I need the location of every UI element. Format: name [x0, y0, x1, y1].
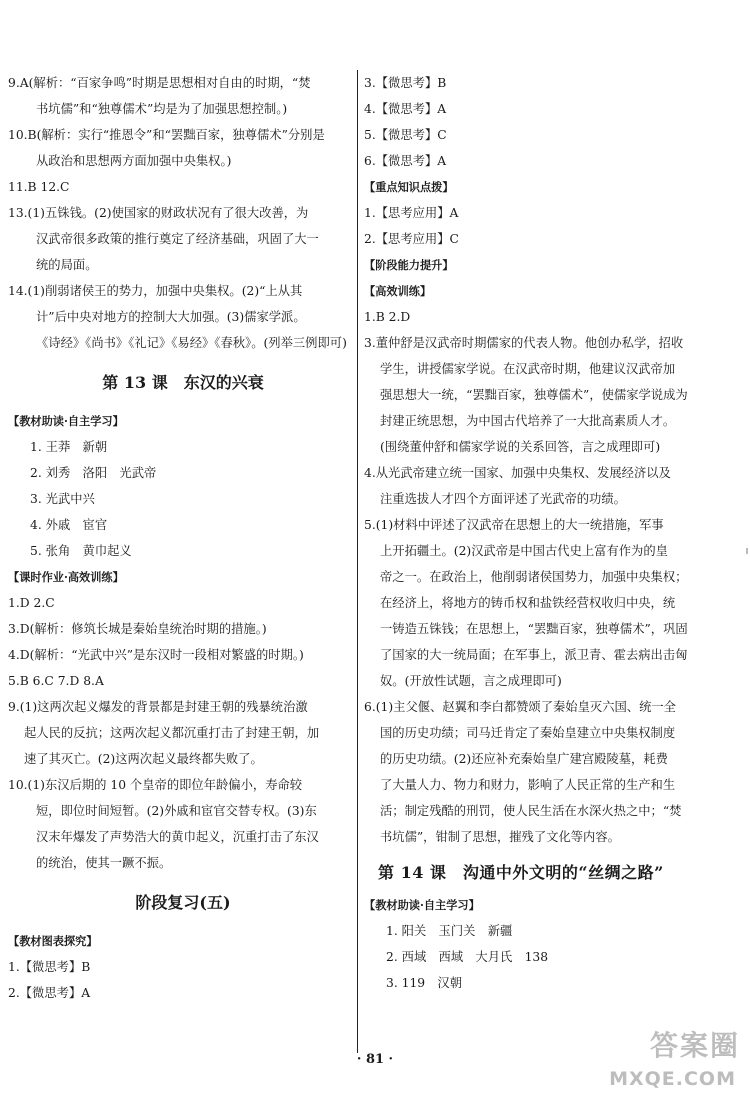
section-tag-key-points: 【重点知识点拨】 — [364, 180, 454, 194]
answer-13 — [8, 200, 358, 278]
list-item: 6.【微思考】A — [364, 154, 447, 168]
left-column — [8, 70, 358, 1006]
efficient-6 — [364, 694, 742, 850]
list-item: 3. 光武中兴 — [30, 492, 95, 506]
homework-4: 4.D(解析：“光武中兴”是东汉时一段相对繁盛的时期。) — [8, 648, 304, 662]
list-item: 5.【微思考】C — [364, 128, 447, 142]
page-number: · 81 · — [356, 1052, 394, 1067]
section-tag-chart: 【教材图表探究】 — [8, 934, 98, 948]
text-line: 的历史功绩。(2)还应补充秦始皇广建宫殿陵墓，耗费 — [380, 752, 668, 766]
apply-answer-2: 2.【思考应用】C — [364, 232, 459, 246]
section-tag-efficient: 【高效训练】 — [364, 284, 432, 298]
list-item: 1. 阳关 玉门关 新疆 — [386, 924, 513, 938]
text-line: 10.(1)东汉后期的 10 个皇帝的即位年龄偏小，寿命较 — [8, 778, 303, 792]
reading-list — [8, 434, 358, 564]
apply-answer-1: 1.【思考应用】A — [364, 206, 459, 220]
list-item: 2. 刘秀 洛阳 光武帝 — [30, 466, 157, 480]
text-line: 活；制定残酷的刑罚，使人民生活在水深火热之中；“焚 — [380, 804, 682, 818]
text-line: 10.B(解析：实行“推恩令”和“罢黜百家，独尊儒术”分别是 — [8, 128, 325, 142]
text-line: 强思想大一统，“罢黜百家，独尊儒术”，使儒家学说成为 — [380, 388, 688, 402]
watermark-text-top: 答案圈 — [649, 1029, 740, 1062]
lesson-14-title: 第 14 课 沟通中外文明的“丝绸之路” — [378, 863, 664, 882]
text-line: 奴。(开放性试题，言之成理即可) — [380, 674, 562, 688]
answer-10 — [8, 122, 358, 174]
watermark-text-bottom: MXQE.COM — [609, 1068, 736, 1090]
text-line: 《诗经》《尚书》《礼记》《易经》《春秋》。(列举三例即可) — [36, 336, 347, 350]
text-line: 的统治，使其一蹶不振。 — [36, 856, 172, 870]
text-line: 速了其灭亡。(2)这两次起义最终都失败了。 — [24, 752, 263, 766]
efficient-4 — [364, 460, 742, 512]
text-line: 国的历史功绩；司马迁肯定了秦始皇建立中央集权制度 — [380, 726, 676, 740]
list-item: 4. 外戚 宦官 — [30, 518, 108, 532]
scan-artifact — [746, 548, 748, 554]
homework-10 — [8, 772, 358, 876]
homework-1-2: 1.D 2.C — [8, 596, 55, 610]
text-line: 了国家的大一统局面；在军事上，派卫青、霍去病出击匈 — [380, 648, 688, 662]
text-line: 书坑儒”，钳制了思想，摧残了文化等内容。 — [380, 830, 620, 844]
list-item: 4.【微思考】A — [364, 102, 447, 116]
chart-answer-2: 2.【微思考】A — [8, 986, 91, 1000]
section-tag-reading-2: 【教材助读·自主学习】 — [364, 898, 480, 912]
text-line: 3.董仲舒是汉武帝时期儒家的代表人物。他创办私学，招收 — [364, 336, 684, 350]
text-line: 在经济上，将地方的铸币权和盐铁经营权收归中央，统 — [380, 596, 676, 610]
section-tag-homework: 【课时作业·高效训练】 — [8, 570, 124, 584]
text-line: 14.(1)削弱诸侯王的势力，加强中央集权。(2)“上从其 — [8, 284, 303, 298]
text-line: 6.(1)主父偃、赵翼和李白都赞颂了秦始皇灭六国、统一全 — [364, 700, 676, 714]
micro-think-list — [364, 70, 742, 174]
text-line: 封建正统思想，为中国古代培养了一大批高素质人才。 — [380, 414, 676, 428]
text-line: 9.(1)这两次起义爆发的背景都是封建王朝的残暴统治激 — [8, 700, 308, 714]
text-line: 汉末年爆发了声势浩大的黄巾起义，沉重打击了东汉 — [36, 830, 319, 844]
list-item: 5. 张角 黄巾起义 — [30, 544, 132, 558]
text-line: 起人民的反抗；这两次起义都沉重打击了封建王朝，加 — [24, 726, 320, 740]
text-line: 一铸造五铢钱；在思想上，“罢黜百家，独尊儒术”，巩固 — [380, 622, 688, 636]
section-tag-stage: 【阶段能力提升】 — [364, 258, 454, 272]
text-line: 5.(1)材料中评述了汉武帝在思想上的大一统措施，军事 — [364, 518, 664, 532]
text-line: 了大量人力、物力和财力，影响了人民正常的生产和生 — [380, 778, 676, 792]
text-line: 4.从光武帝建立统一国家、加强中央集权、发展经济以及 — [364, 466, 671, 480]
section-tag-reading: 【教材助读·自主学习】 — [8, 414, 124, 428]
efficient-5 — [364, 512, 742, 694]
answer-14 — [8, 278, 358, 356]
text-line: 书坑儒”和“独尊儒术”均是为了加强思想控制。) — [36, 102, 288, 116]
right-column — [364, 70, 742, 996]
list-item: 2. 西域 西域 大月氏 138 — [386, 950, 549, 964]
efficient-3 — [364, 330, 742, 460]
chart-answer-1: 1.【微思考】B — [8, 960, 91, 974]
lesson-13-title: 第 13 课 东汉的兴衰 — [102, 373, 264, 392]
text-line: 上开拓疆土。(2)汉武帝是中国古代史上富有作为的皇 — [380, 544, 668, 558]
answer-9 — [8, 70, 358, 122]
homework-3: 3.D(解析：修筑长城是秦始皇统治时期的措施。) — [8, 622, 267, 636]
list-item: 1. 王莽 新朝 — [30, 440, 108, 454]
text-line: (围绕董仲舒和儒家学说的关系回答，言之成理即可) — [380, 440, 661, 454]
text-line: 13.(1)五铢钱。(2)使国家的财政状况有了很大改善，为 — [8, 206, 309, 220]
homework-5-8: 5.B 6.C 7.D 8.A — [8, 674, 104, 688]
text-line: 学生，讲授儒家学说。在汉武帝时期，他建议汉武帝加 — [380, 362, 676, 376]
text-line: 注重选拔人才四个方面评述了光武帝的功绩。 — [380, 492, 626, 506]
text-line: 9.A(解析：“百家争鸣”时期是思想相对自由的时期，“焚 — [8, 76, 311, 90]
text-line: 计”后中央对地方的控制大大加强。(3)儒家学派。 — [36, 310, 306, 324]
efficient-1-2: 1.B 2.D — [364, 310, 411, 324]
homework-9 — [8, 694, 358, 772]
text-line: 帝之一。在政治上，他削弱诸侯国势力，加强中央集权； — [380, 570, 688, 584]
review-title: 阶段复习(五) — [135, 893, 231, 912]
text-line: 短，即位时间短暂。(2)外戚和宦官交替专权。(3)东 — [36, 804, 317, 818]
list-item: 3.【微思考】B — [364, 76, 447, 90]
text-line: 统的局面。 — [36, 258, 98, 272]
list-item: 3. 119 汉朝 — [386, 976, 463, 990]
text-line: 从政治和思想两方面加强中央集权。) — [36, 154, 232, 168]
text-line: 汉武帝很多政策的推行奠定了经济基础，巩固了大一 — [36, 232, 319, 246]
answer-11-12: 11.B 12.C — [8, 180, 70, 194]
watermark-logo — [609, 1024, 742, 1098]
